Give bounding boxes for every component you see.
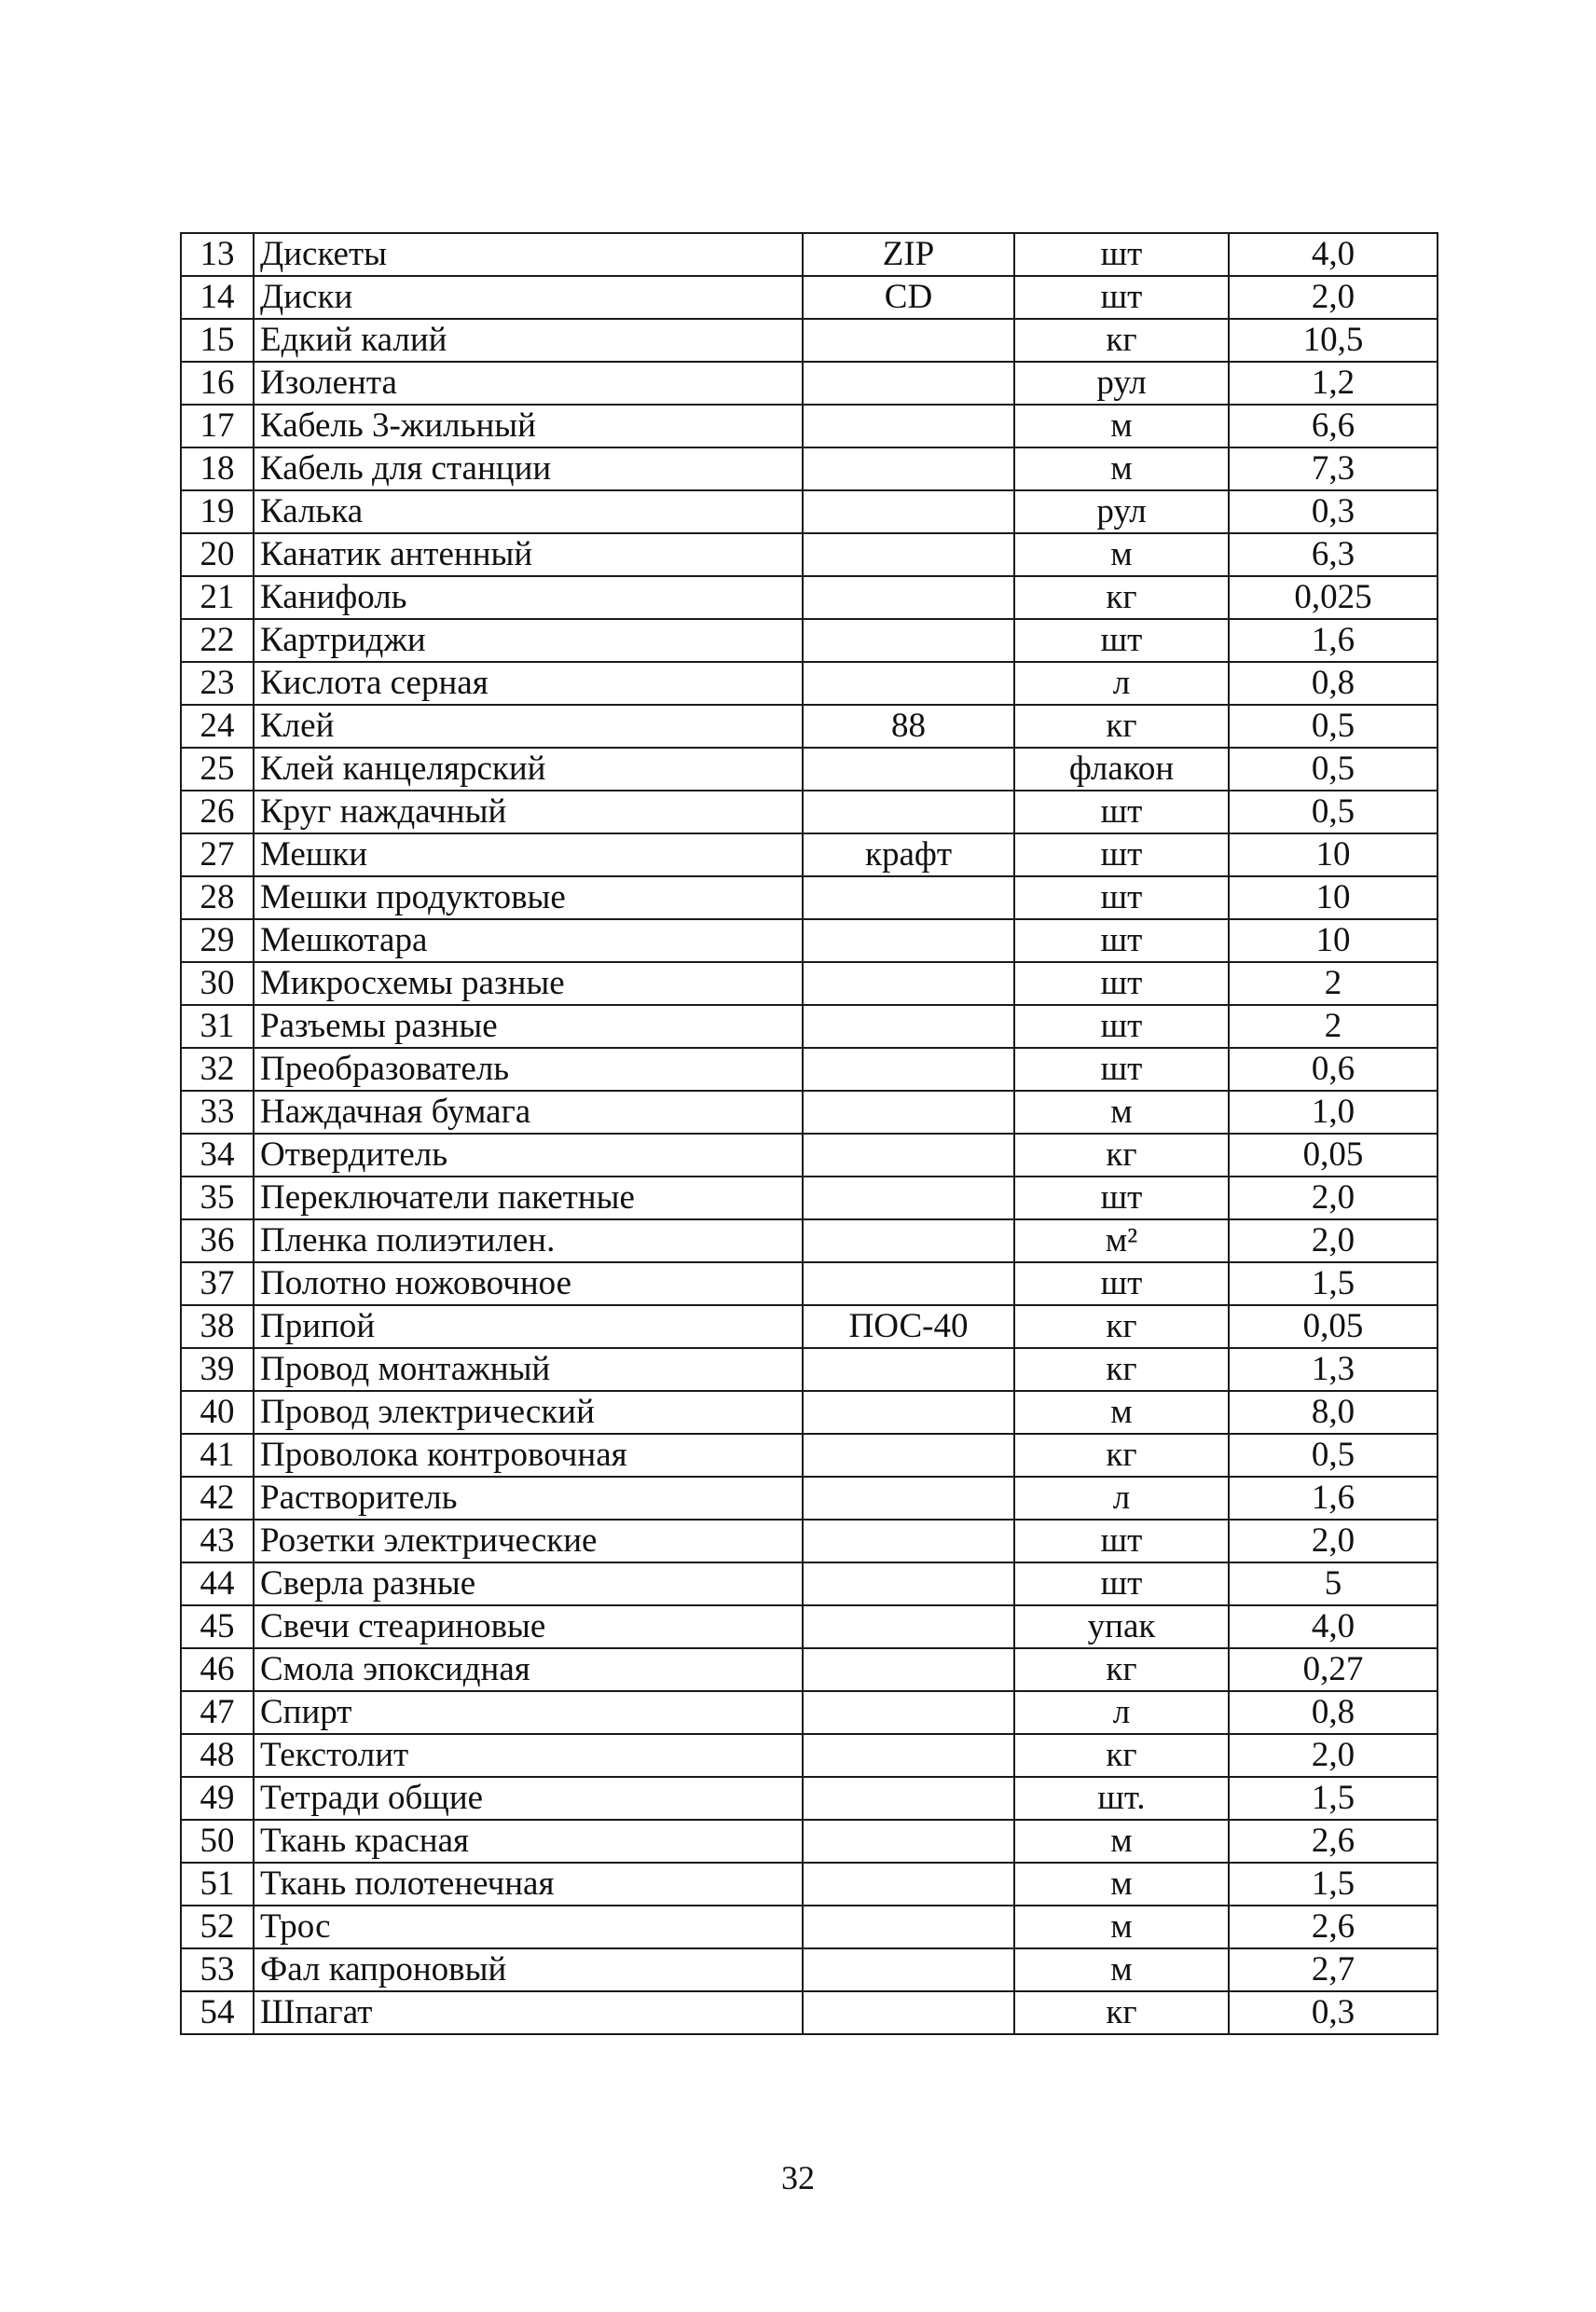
- table-row: [181, 1477, 1438, 1520]
- item-spec: [803, 1863, 1014, 1906]
- item-unit: шт: [1014, 962, 1229, 1005]
- item-quantity: 10: [1229, 919, 1438, 962]
- item-unit: кг: [1014, 1734, 1229, 1777]
- item-spec: [803, 1048, 1014, 1091]
- item-name: Картриджи: [254, 619, 803, 662]
- row-number: 27: [181, 833, 254, 876]
- item-name: Смола эпоксидная: [254, 1648, 803, 1691]
- row-number: 17: [181, 405, 254, 447]
- row-number: 25: [181, 748, 254, 791]
- row-number: 24: [181, 705, 254, 748]
- item-unit: м: [1014, 1948, 1229, 1991]
- item-unit: м²: [1014, 1219, 1229, 1262]
- table-row: [181, 1648, 1438, 1691]
- item-name: Диски: [254, 276, 803, 319]
- item-quantity: 1,5: [1229, 1262, 1438, 1305]
- item-quantity: 10: [1229, 833, 1438, 876]
- item-unit: шт: [1014, 791, 1229, 833]
- item-quantity: 10: [1229, 876, 1438, 919]
- item-unit: шт: [1014, 1177, 1229, 1219]
- item-quantity: 1,6: [1229, 619, 1438, 662]
- item-unit: кг: [1014, 1134, 1229, 1177]
- item-spec: [803, 619, 1014, 662]
- item-spec: [803, 1991, 1014, 2034]
- item-unit: м: [1014, 405, 1229, 447]
- table-row: [181, 1005, 1438, 1048]
- item-unit: кг: [1014, 576, 1229, 619]
- row-number: 42: [181, 1477, 254, 1520]
- materials-table: [180, 232, 1438, 2035]
- row-number: 18: [181, 447, 254, 490]
- item-name: Микросхемы разные: [254, 962, 803, 1005]
- table-row: [181, 1348, 1438, 1391]
- row-number: 26: [181, 791, 254, 833]
- item-quantity: 1,3: [1229, 1348, 1438, 1391]
- table-row: [181, 705, 1438, 748]
- item-unit: кг: [1014, 705, 1229, 748]
- table-row: [181, 533, 1438, 576]
- item-spec: [803, 1005, 1014, 1048]
- item-name: Канифоль: [254, 576, 803, 619]
- item-name: Текстолит: [254, 1734, 803, 1777]
- item-name: Тетради общие: [254, 1777, 803, 1820]
- item-name: Кабель 3-жильный: [254, 405, 803, 447]
- item-unit: кг: [1014, 1348, 1229, 1391]
- row-number: 13: [181, 233, 254, 276]
- item-name: Припой: [254, 1305, 803, 1348]
- item-quantity: 0,3: [1229, 1991, 1438, 2034]
- table-row: [181, 1048, 1438, 1091]
- item-name: Фал капроновый: [254, 1948, 803, 1991]
- item-name: Кабель для станции: [254, 447, 803, 490]
- table-row: [181, 662, 1438, 705]
- item-quantity: 0,025: [1229, 576, 1438, 619]
- item-unit: рул: [1014, 490, 1229, 533]
- table-row: [181, 791, 1438, 833]
- table-row: [181, 490, 1438, 533]
- item-quantity: 0,5: [1229, 1434, 1438, 1477]
- item-spec: [803, 1734, 1014, 1777]
- item-unit: м: [1014, 1906, 1229, 1948]
- item-spec: ПОС-40: [803, 1305, 1014, 1348]
- item-spec: CD: [803, 276, 1014, 319]
- table-row: [181, 447, 1438, 490]
- table-row: [181, 919, 1438, 962]
- row-number: 48: [181, 1734, 254, 1777]
- item-quantity: 4,0: [1229, 1605, 1438, 1648]
- item-name: Клей канцелярский: [254, 748, 803, 791]
- item-unit: л: [1014, 662, 1229, 705]
- table-row: [181, 1820, 1438, 1863]
- item-unit: кг: [1014, 319, 1229, 362]
- item-spec: [803, 447, 1014, 490]
- item-spec: [803, 1348, 1014, 1391]
- table-row: [181, 1906, 1438, 1948]
- item-unit: м: [1014, 1091, 1229, 1134]
- item-quantity: 0,8: [1229, 662, 1438, 705]
- table-row: [181, 1305, 1438, 1348]
- item-name: Сверла разные: [254, 1562, 803, 1605]
- row-number: 40: [181, 1391, 254, 1434]
- item-spec: [803, 1219, 1014, 1262]
- item-quantity: 1,0: [1229, 1091, 1438, 1134]
- item-name: Круг наждачный: [254, 791, 803, 833]
- item-name: Мешки: [254, 833, 803, 876]
- row-number: 29: [181, 919, 254, 962]
- item-quantity: 6,6: [1229, 405, 1438, 447]
- table-row: [181, 1262, 1438, 1305]
- item-quantity: 2,0: [1229, 1734, 1438, 1777]
- item-spec: [803, 1520, 1014, 1562]
- item-spec: [803, 1820, 1014, 1863]
- item-unit: шт: [1014, 833, 1229, 876]
- row-number: 39: [181, 1348, 254, 1391]
- item-name: Розетки электрические: [254, 1520, 803, 1562]
- item-spec: [803, 1777, 1014, 1820]
- row-number: 14: [181, 276, 254, 319]
- item-name: Наждачная бумага: [254, 1091, 803, 1134]
- item-quantity: 1,6: [1229, 1477, 1438, 1520]
- item-spec: крафт: [803, 833, 1014, 876]
- item-quantity: 0,5: [1229, 791, 1438, 833]
- page-number: 32: [781, 2159, 815, 2196]
- row-number: 35: [181, 1177, 254, 1219]
- item-quantity: 7,3: [1229, 447, 1438, 490]
- row-number: 34: [181, 1134, 254, 1177]
- table-row: [181, 233, 1438, 276]
- row-number: 22: [181, 619, 254, 662]
- item-spec: [803, 1562, 1014, 1605]
- item-quantity: 6,3: [1229, 533, 1438, 576]
- item-quantity: 1,2: [1229, 362, 1438, 405]
- item-unit: кг: [1014, 1434, 1229, 1477]
- item-spec: [803, 405, 1014, 447]
- row-number: 32: [181, 1048, 254, 1091]
- item-spec: [803, 533, 1014, 576]
- item-unit: шт: [1014, 233, 1229, 276]
- item-spec: [803, 1906, 1014, 1948]
- row-number: 51: [181, 1863, 254, 1906]
- item-unit: л: [1014, 1691, 1229, 1734]
- item-unit: м: [1014, 1391, 1229, 1434]
- item-unit: шт: [1014, 1262, 1229, 1305]
- item-spec: [803, 490, 1014, 533]
- item-spec: [803, 319, 1014, 362]
- row-number: 50: [181, 1820, 254, 1863]
- item-spec: [803, 1948, 1014, 1991]
- item-name: Провод электрический: [254, 1391, 803, 1434]
- item-unit: шт: [1014, 1005, 1229, 1048]
- item-name: Мешкотара: [254, 919, 803, 962]
- item-spec: [803, 748, 1014, 791]
- row-number: 52: [181, 1906, 254, 1948]
- item-unit: м: [1014, 533, 1229, 576]
- table-row: [181, 1777, 1438, 1820]
- item-unit: м: [1014, 1820, 1229, 1863]
- item-quantity: 0,05: [1229, 1305, 1438, 1348]
- item-quantity: 2,7: [1229, 1948, 1438, 1991]
- table-row: [181, 362, 1438, 405]
- item-spec: [803, 919, 1014, 962]
- row-number: 54: [181, 1991, 254, 2034]
- item-name: Переключатели пакетные: [254, 1177, 803, 1219]
- item-unit: шт: [1014, 1048, 1229, 1091]
- item-quantity: 2: [1229, 1005, 1438, 1048]
- table-row: [181, 1605, 1438, 1648]
- table-row: [181, 1391, 1438, 1434]
- item-quantity: 10,5: [1229, 319, 1438, 362]
- table-row: [181, 276, 1438, 319]
- table-row: [181, 748, 1438, 791]
- item-spec: [803, 1691, 1014, 1734]
- item-unit: м: [1014, 1863, 1229, 1906]
- item-quantity: 4,0: [1229, 233, 1438, 276]
- item-quantity: 2,0: [1229, 1219, 1438, 1262]
- item-unit: м: [1014, 447, 1229, 490]
- table-row: [181, 1991, 1438, 2034]
- item-unit: кг: [1014, 1305, 1229, 1348]
- item-name: Шпагат: [254, 1991, 803, 2034]
- item-unit: л: [1014, 1477, 1229, 1520]
- row-number: 47: [181, 1691, 254, 1734]
- table-row: [181, 619, 1438, 662]
- item-name: Пленка полиэтилен.: [254, 1219, 803, 1262]
- item-unit: шт: [1014, 276, 1229, 319]
- row-number: 46: [181, 1648, 254, 1691]
- item-quantity: 2,6: [1229, 1820, 1438, 1863]
- item-name: Ткань полотенечная: [254, 1863, 803, 1906]
- item-name: Кислота серная: [254, 662, 803, 705]
- item-name: Разъемы разные: [254, 1005, 803, 1048]
- row-number: 28: [181, 876, 254, 919]
- table-row: [181, 962, 1438, 1005]
- item-unit: шт: [1014, 619, 1229, 662]
- table-row: [181, 1134, 1438, 1177]
- table-row: [181, 1520, 1438, 1562]
- row-number: 31: [181, 1005, 254, 1048]
- table-row: [181, 1948, 1438, 1991]
- row-number: 37: [181, 1262, 254, 1305]
- item-name: Калька: [254, 490, 803, 533]
- row-number: 38: [181, 1305, 254, 1348]
- table-row: [181, 1863, 1438, 1906]
- item-spec: ZIP: [803, 233, 1014, 276]
- item-quantity: 2,6: [1229, 1906, 1438, 1948]
- item-quantity: 0,8: [1229, 1691, 1438, 1734]
- item-unit: шт: [1014, 1520, 1229, 1562]
- table-row: [181, 1091, 1438, 1134]
- item-name: Ткань красная: [254, 1820, 803, 1863]
- item-name: Проволока контровочная: [254, 1434, 803, 1477]
- row-number: 16: [181, 362, 254, 405]
- item-quantity: 8,0: [1229, 1391, 1438, 1434]
- item-unit: шт: [1014, 876, 1229, 919]
- item-name: Свечи стеариновые: [254, 1605, 803, 1648]
- item-name: Едкий калий: [254, 319, 803, 362]
- item-spec: [803, 876, 1014, 919]
- item-spec: [803, 1434, 1014, 1477]
- item-unit: кг: [1014, 1648, 1229, 1691]
- item-quantity: 1,5: [1229, 1777, 1438, 1820]
- table-row: [181, 319, 1438, 362]
- item-name: Мешки продуктовые: [254, 876, 803, 919]
- row-number: 19: [181, 490, 254, 533]
- row-number: 43: [181, 1520, 254, 1562]
- item-quantity: 5: [1229, 1562, 1438, 1605]
- item-unit: упак: [1014, 1605, 1229, 1648]
- table-row: [181, 1734, 1438, 1777]
- row-number: 36: [181, 1219, 254, 1262]
- row-number: 49: [181, 1777, 254, 1820]
- table-row: [181, 576, 1438, 619]
- materials-table-body: [181, 233, 1438, 2034]
- item-quantity: 0,5: [1229, 705, 1438, 748]
- item-name: Отвердитель: [254, 1134, 803, 1177]
- item-name: Полотно ножовочное: [254, 1262, 803, 1305]
- item-name: Спирт: [254, 1691, 803, 1734]
- row-number: 23: [181, 662, 254, 705]
- table-row: [181, 405, 1438, 447]
- item-spec: 88: [803, 705, 1014, 748]
- item-quantity: 0,3: [1229, 490, 1438, 533]
- item-quantity: 1,5: [1229, 1863, 1438, 1906]
- item-quantity: 2,0: [1229, 1520, 1438, 1562]
- table-row: [181, 1177, 1438, 1219]
- item-quantity: 0,5: [1229, 748, 1438, 791]
- item-quantity: 2: [1229, 962, 1438, 1005]
- item-spec: [803, 1477, 1014, 1520]
- item-name: Растворитель: [254, 1477, 803, 1520]
- item-name: Преобразователь: [254, 1048, 803, 1091]
- item-unit: шт: [1014, 919, 1229, 962]
- row-number: 45: [181, 1605, 254, 1648]
- table-row: [181, 833, 1438, 876]
- item-spec: [803, 576, 1014, 619]
- item-name: Трос: [254, 1906, 803, 1948]
- item-spec: [803, 962, 1014, 1005]
- item-name: Канатик антенный: [254, 533, 803, 576]
- row-number: 20: [181, 533, 254, 576]
- row-number: 53: [181, 1948, 254, 1991]
- item-spec: [803, 1262, 1014, 1305]
- item-unit: кг: [1014, 1991, 1229, 2034]
- item-unit: шт.: [1014, 1777, 1229, 1820]
- item-name: Провод монтажный: [254, 1348, 803, 1391]
- item-spec: [803, 1134, 1014, 1177]
- item-unit: флакон: [1014, 748, 1229, 791]
- item-unit: рул: [1014, 362, 1229, 405]
- item-spec: [803, 662, 1014, 705]
- item-quantity: 2,0: [1229, 276, 1438, 319]
- item-spec: [803, 1605, 1014, 1648]
- row-number: 15: [181, 319, 254, 362]
- item-name: Изолента: [254, 362, 803, 405]
- row-number: 33: [181, 1091, 254, 1134]
- item-quantity: 0,6: [1229, 1048, 1438, 1091]
- item-name: Клей: [254, 705, 803, 748]
- item-spec: [803, 1177, 1014, 1219]
- row-number: 41: [181, 1434, 254, 1477]
- item-name: Дискеты: [254, 233, 803, 276]
- item-unit: шт: [1014, 1562, 1229, 1605]
- table-row: [181, 1434, 1438, 1477]
- item-quantity: 0,05: [1229, 1134, 1438, 1177]
- item-quantity: 2,0: [1229, 1177, 1438, 1219]
- item-spec: [803, 362, 1014, 405]
- item-spec: [803, 1648, 1014, 1691]
- row-number: 44: [181, 1562, 254, 1605]
- row-number: 30: [181, 962, 254, 1005]
- table-row: [181, 1691, 1438, 1734]
- item-spec: [803, 1091, 1014, 1134]
- item-quantity: 0,27: [1229, 1648, 1438, 1691]
- table-row: [181, 1219, 1438, 1262]
- table-row: [181, 1562, 1438, 1605]
- item-spec: [803, 1391, 1014, 1434]
- table-row: [181, 876, 1438, 919]
- row-number: 21: [181, 576, 254, 619]
- item-spec: [803, 791, 1014, 833]
